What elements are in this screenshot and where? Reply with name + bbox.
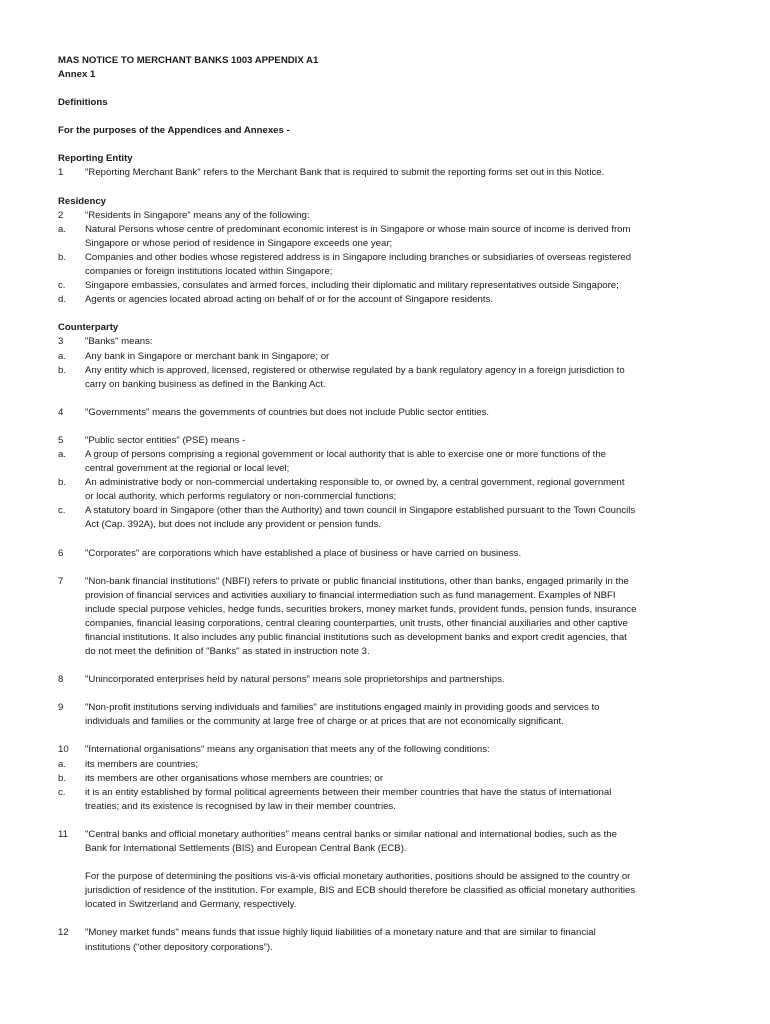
definition-item-11 xyxy=(58,828,698,842)
item-text-continued: individuals and families or the community at large free of charge or at prices that are not economically significant. xyxy=(85,716,564,728)
sub-item-text-continued: Act (Cap. 392A), but does not include any provident or pension funds. xyxy=(85,519,381,531)
item-number: 3 xyxy=(58,336,64,348)
sub-item-text: it is an entity established by formal political agreements between their member countries that have the status of international xyxy=(85,786,612,798)
item-text: "Banks" means: xyxy=(85,336,153,348)
item-paragraph: For the purpose of determining the positions vis-à-vis official monetary authorities, positions should be assigned to the country or xyxy=(85,871,631,883)
item-text: “Residents in Singapore” means any of the following: xyxy=(85,209,310,221)
sub-item-text: Natural Persons whose centre of predominant economic interest is in Singapore or whose main source of income is derived from xyxy=(85,223,631,235)
definition-item-8 xyxy=(58,673,698,687)
sub-item-10c xyxy=(58,786,698,800)
sub-item-text-continued: Singapore or whose period of residence in Singapore exceeds one year; xyxy=(85,237,393,249)
sub-item-text: A statutory board in Singapore (other than the Authority) and town council in Singapore established pursuant to the Town Councils xyxy=(85,505,636,517)
sub-item-letter: c. xyxy=(58,280,66,292)
item-number: 9 xyxy=(58,702,64,714)
sub-item-10b xyxy=(58,772,698,786)
sub-item-text-continued: treaties; and its existence is recognised by law in their member countries. xyxy=(85,800,396,812)
sub-item-text: Singapore embassies, consulates and armed forces, including their diplomatic and military representatives outside Singapore; xyxy=(85,280,619,292)
section-heading-reporting-entity: Reporting Entity xyxy=(58,153,133,165)
sub-item-5a xyxy=(58,448,698,462)
sub-item-text-continued: central government at the regional or local level; xyxy=(85,463,290,475)
item-number: 1 xyxy=(58,167,64,179)
item-number: 11 xyxy=(58,828,68,840)
item-paragraph-continued: jurisdiction of residence of the institution. For example, BIS and ECB should therefore be classified as official monetary authorities xyxy=(85,885,636,897)
sub-item-2b xyxy=(58,251,698,265)
item-text: "Money market funds" means funds that issue highly liquid liabilities of a monetary nature and that are similar to financial xyxy=(85,927,596,939)
section-heading-residency: Residency xyxy=(58,195,106,207)
definition-item-4 xyxy=(58,406,698,420)
sub-item-text: Agents or agencies located abroad acting on behalf of or for the account of Singapore residents. xyxy=(85,294,494,306)
sub-item-10a xyxy=(58,758,698,772)
sub-item-letter: c. xyxy=(58,505,66,517)
sub-item-2c xyxy=(58,279,698,293)
sub-item-text-continued: carry on banking business as defined in the Banking Act. xyxy=(85,378,326,390)
sub-item-5b xyxy=(58,476,698,490)
sub-item-2d xyxy=(58,293,698,307)
document-body xyxy=(58,54,698,955)
item-text: "Public sector entities" (PSE) means - xyxy=(85,434,246,446)
sub-item-letter: b. xyxy=(58,364,67,376)
item-number: 12 xyxy=(58,927,69,939)
definition-item-6 xyxy=(58,547,698,561)
item-text-continued: provision of financial services and activities auxiliary to financial intermediation such as fund management. Examples of NBFI xyxy=(85,589,616,601)
item-number: 7 xyxy=(58,575,64,587)
definition-item-10 xyxy=(58,743,698,757)
sub-item-letter: c. xyxy=(58,786,66,798)
definition-item-1 xyxy=(58,166,698,180)
sub-item-letter: b. xyxy=(58,477,67,489)
sub-item-3a xyxy=(58,350,698,364)
sub-item-letter: a. xyxy=(58,448,67,460)
definition-item-9 xyxy=(58,701,698,715)
sub-item-2a xyxy=(58,223,698,237)
item-text-continued: include special purpose vehicles, hedge funds, securities brokers, money market funds, provident funds, pension funds, insurance xyxy=(85,603,637,615)
sub-item-5c xyxy=(58,504,698,518)
item-number: 2 xyxy=(58,209,64,221)
item-text: "Corporates" are corporations which have established a place of business or have carried on business. xyxy=(85,547,522,559)
item-text-continued: financial institutions. It also includes any public financial institutions such as development banks and export credit agencies, that xyxy=(85,632,627,643)
document-title: MAS NOTICE TO MERCHANT BANKS 1003 APPENDIX A1 xyxy=(58,55,319,66)
item-text: "Non-bank financial institutions" (NBFI) refers to private or public financial institutions, other than banks, engaged primarily in the xyxy=(85,575,629,587)
sub-item-text: its members are countries; xyxy=(85,758,199,770)
item-text: "Governments" means the governments of countries but does not include Public sector entities. xyxy=(85,406,490,418)
definition-item-2 xyxy=(58,209,698,223)
sub-item-text: its members are other organisations whose members are countries; or xyxy=(85,772,384,784)
sub-item-letter: b. xyxy=(58,251,67,263)
item-number: 6 xyxy=(58,547,64,559)
purpose-statement: For the purposes of the Appendices and Annexes - xyxy=(58,125,290,137)
item-number: 8 xyxy=(58,674,64,686)
sub-item-letter: d. xyxy=(58,294,67,306)
item-text: "Reporting Merchant Bank" refers to the Merchant Bank that is required to submit the reporting forms set out in this Notice. xyxy=(85,167,605,179)
item-text: "Central banks and official monetary authorities" means central banks or similar national and international bodies, such as the xyxy=(85,828,617,840)
definitions-heading: Definitions xyxy=(58,97,108,109)
sub-item-letter: b. xyxy=(58,772,67,784)
sub-item-letter: a. xyxy=(58,758,67,770)
definition-item-3 xyxy=(58,335,698,349)
sub-item-3b xyxy=(58,364,698,378)
section-heading-counterparty: Counterparty xyxy=(58,322,119,334)
item-text-continued: institutions (“other depository corporations”). xyxy=(85,941,273,953)
definition-item-5 xyxy=(58,434,698,448)
sub-item-text-continued: companies or foreign institutions located within Singapore; xyxy=(85,266,333,278)
sub-item-letter: a. xyxy=(58,350,67,362)
item-paragraph-continued: located in Switzerland and Germany, respectively. xyxy=(85,899,297,911)
sub-item-letter: a. xyxy=(58,223,67,235)
annex-label: Annex 1 xyxy=(58,69,96,81)
item-number: 10 xyxy=(58,744,69,756)
item-text-continued: do not meet the definition of "Banks" as stated in instruction note 3. xyxy=(85,646,370,658)
item-text-continued: companies, financial leasing corporations, central clearing counterparties, unit trusts, other financial auxiliaries and other captive xyxy=(85,617,628,629)
sub-item-text: Any bank in Singapore or merchant bank in Singapore; or xyxy=(85,350,330,362)
definition-item-7 xyxy=(58,575,698,589)
item-text: "International organisations" means any organisation that meets any of the following conditions: xyxy=(85,744,490,756)
sub-item-text: An administrative body or non-commercial undertaking responsible to, or owned by, a central government, regional government xyxy=(85,477,625,489)
sub-item-text: Companies and other bodies whose registered address is in Singapore including branches or subsidiaries of overseas registered xyxy=(85,251,632,263)
item-number: 4 xyxy=(58,406,64,418)
sub-item-text: A group of persons comprising a regional government or local authority that is able to exercise one or more functions of the xyxy=(85,448,607,460)
item-text: "Non-profit institutions serving individuals and families" are institutions engaged mainly in providing goods and services to xyxy=(85,702,600,714)
item-text: "Unincorporated enterprises held by natural persons" means sole proprietorships and partnerships. xyxy=(85,674,505,686)
definition-item-12 xyxy=(58,926,698,940)
item-number: 5 xyxy=(58,434,64,446)
sub-item-text-continued: or local authority, which performs regulatory or non-commercial functions; xyxy=(85,491,397,503)
item-text-continued: Bank for International Settlements (BIS) and European Central Bank (ECB). xyxy=(85,843,407,855)
sub-item-text: Any entity which is approved, licensed, registered or otherwise regulated by a bank regulatory agency in a foreign jurisdiction to xyxy=(85,364,625,376)
